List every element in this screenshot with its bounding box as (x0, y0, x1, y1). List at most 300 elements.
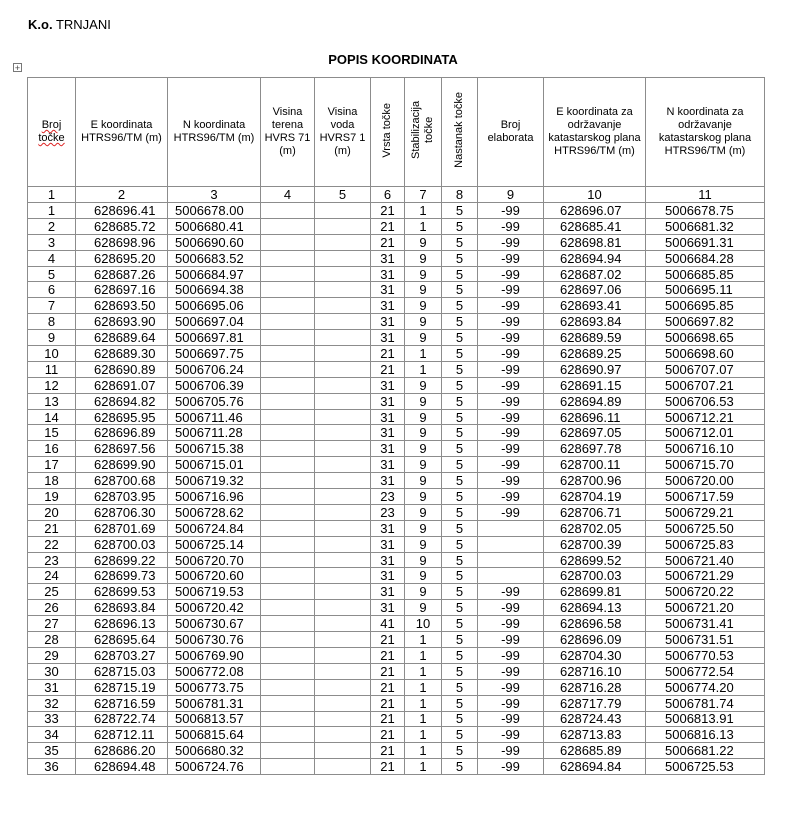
column-number: 8 (442, 187, 478, 203)
table-cell: 31 (371, 584, 405, 600)
table-cell (261, 695, 315, 711)
table-cell: 21 (371, 743, 405, 759)
table-cell: 5006705.76 (168, 393, 261, 409)
table-cell: 628724.43 (544, 711, 646, 727)
table-cell: 9 (405, 234, 442, 250)
table-cell: 5006698.65 (646, 330, 765, 346)
table-cell: 5006712.21 (646, 409, 765, 425)
table-cell: 628706.30 (76, 504, 168, 520)
table-cell: 5 (442, 218, 478, 234)
table-cell: 628694.13 (544, 600, 646, 616)
table-cell: 5 (442, 457, 478, 473)
table-cell (315, 695, 371, 711)
table-cell (261, 504, 315, 520)
table-cell: 16 (28, 441, 76, 457)
table-cell (261, 393, 315, 409)
table-cell: 23 (28, 552, 76, 568)
table-cell: 628697.05 (544, 425, 646, 441)
table-cell (315, 218, 371, 234)
table-cell: 628694.82 (76, 393, 168, 409)
table-cell: 628694.84 (544, 759, 646, 775)
table-cell: 1 (405, 647, 442, 663)
table-cell (315, 473, 371, 489)
table-cell: 21 (371, 759, 405, 775)
table-cell: -99 (478, 584, 544, 600)
table-cell (261, 520, 315, 536)
table-cell: 5 (442, 600, 478, 616)
table-cell: -99 (478, 393, 544, 409)
table-cell: 9 (405, 600, 442, 616)
table-cell: 1 (405, 695, 442, 711)
table-cell: 9 (405, 250, 442, 266)
col-point-type: Vrsta točke (371, 78, 405, 187)
table-cell: 628685.41 (544, 218, 646, 234)
table-cell: 9 (405, 314, 442, 330)
table-row (28, 616, 765, 632)
table-cell: 628696.07 (544, 203, 646, 219)
table-cell: 5006695.11 (646, 282, 765, 298)
header-row (28, 78, 765, 187)
table-cell: 628698.96 (76, 234, 168, 250)
table-cell: 5 (442, 393, 478, 409)
table-cell: -99 (478, 632, 544, 648)
table-cell: 2 (28, 218, 76, 234)
table-cell: 5006711.46 (168, 409, 261, 425)
col-terrain-height: Visina terena HVRS 71 (m) (261, 78, 315, 187)
coordinates-table (27, 77, 765, 775)
table-cell: 32 (28, 695, 76, 711)
table-cell: 628687.02 (544, 266, 646, 282)
table-cell: 5 (442, 695, 478, 711)
table-cell (315, 457, 371, 473)
table-cell (315, 282, 371, 298)
table-cell: -99 (478, 425, 544, 441)
table-cell: -99 (478, 727, 544, 743)
table-cell: 5006813.91 (646, 711, 765, 727)
table-cell: 5006720.60 (168, 568, 261, 584)
table-cell: 21 (371, 234, 405, 250)
table-cell: -99 (478, 616, 544, 632)
table-cell: -99 (478, 282, 544, 298)
table-cell: 26 (28, 600, 76, 616)
table-row (28, 711, 765, 727)
table-cell: 21 (371, 679, 405, 695)
table-cell: 10 (405, 616, 442, 632)
table-cell: 5 (442, 647, 478, 663)
table-cell (261, 457, 315, 473)
table-cell: 5006711.28 (168, 425, 261, 441)
table-cell: 31 (371, 441, 405, 457)
col-e-maintenance: E koordinata za održavanje katastarskog plana HTRS96/TM (m) (544, 78, 646, 187)
table-cell: 5006729.21 (646, 504, 765, 520)
table-cell: 628693.50 (76, 298, 168, 314)
table-cell: 31 (371, 425, 405, 441)
table-cell: 5 (442, 330, 478, 346)
table-cell (315, 663, 371, 679)
table-cell: 5 (442, 568, 478, 584)
table-cell: 5006715.38 (168, 441, 261, 457)
table-cell: 628697.06 (544, 282, 646, 298)
table-cell (261, 298, 315, 314)
table-cell: 628722.74 (76, 711, 168, 727)
table-cell: 5006730.76 (168, 632, 261, 648)
table-cell: 628704.19 (544, 489, 646, 505)
table-cell: 5006680.32 (168, 743, 261, 759)
table-cell (261, 552, 315, 568)
col-n-maintenance: N koordinata za održavanje katastarskog plana HTRS96/TM (m) (646, 78, 765, 187)
table-cell: 628715.03 (76, 663, 168, 679)
table-row (28, 266, 765, 282)
column-number: 6 (371, 187, 405, 203)
table-cell (315, 409, 371, 425)
table-cell: 5 (442, 441, 478, 457)
table-cell: 5006695.85 (646, 298, 765, 314)
table-cell: 5006720.42 (168, 600, 261, 616)
table-cell: 628694.48 (76, 759, 168, 775)
table-cell: 31 (371, 393, 405, 409)
table-cell: 9 (405, 568, 442, 584)
table-row (28, 425, 765, 441)
table-cell: 628715.19 (76, 679, 168, 695)
table-cell: -99 (478, 218, 544, 234)
column-number-row (28, 187, 765, 203)
table-cell: 23 (371, 504, 405, 520)
table-cell: 22 (28, 536, 76, 552)
cadastral-municipality (28, 17, 111, 32)
table-cell: 1 (405, 663, 442, 679)
table-cell: 30 (28, 663, 76, 679)
page-title: POPIS KOORDINATA (328, 52, 458, 67)
table-row (28, 489, 765, 505)
table-cell: 5006725.14 (168, 536, 261, 552)
table-cell (261, 377, 315, 393)
table-cell: 5006707.21 (646, 377, 765, 393)
table-cell (315, 234, 371, 250)
table-cell: 21 (371, 218, 405, 234)
table-cell: 628695.20 (76, 250, 168, 266)
table-cell: 9 (405, 330, 442, 346)
table-cell: 21 (371, 711, 405, 727)
table-cell (478, 552, 544, 568)
table-cell (315, 266, 371, 282)
table-cell (315, 711, 371, 727)
table-cell: 628690.97 (544, 361, 646, 377)
table-cell: 5006772.08 (168, 663, 261, 679)
table-cell: 628706.71 (544, 504, 646, 520)
column-number: 9 (478, 187, 544, 203)
table-cell: -99 (478, 663, 544, 679)
table-cell (315, 504, 371, 520)
column-number: 2 (76, 187, 168, 203)
col-pipe-height: Visina voda HVRS7 1 (m) (315, 78, 371, 187)
table-cell (261, 632, 315, 648)
table-row (28, 568, 765, 584)
table-cell: 628696.13 (76, 616, 168, 632)
table-cell (261, 679, 315, 695)
table-row (28, 647, 765, 663)
table-body (28, 203, 765, 775)
table-cell (315, 536, 371, 552)
table-row (28, 759, 765, 775)
table-cell: 33 (28, 711, 76, 727)
table-cell: 628701.69 (76, 520, 168, 536)
table-cell: 21 (371, 632, 405, 648)
table-cell: 5 (442, 266, 478, 282)
table-cell: 628713.83 (544, 727, 646, 743)
table-cell (261, 759, 315, 775)
col-origin: Nastanak točke (442, 78, 478, 187)
table-cell (315, 361, 371, 377)
table-cell: 5 (442, 346, 478, 362)
table-cell: 5006678.00 (168, 203, 261, 219)
table-cell: 5 (442, 234, 478, 250)
table-cell (261, 346, 315, 362)
table-cell: 5 (442, 552, 478, 568)
table-cell: 29 (28, 647, 76, 663)
table-cell: 18 (28, 473, 76, 489)
table-cell: 31 (371, 266, 405, 282)
table-cell (315, 425, 371, 441)
table-cell: 5006774.20 (646, 679, 765, 695)
table-cell (261, 218, 315, 234)
table-cell: 5006781.31 (168, 695, 261, 711)
table-cell: 21 (371, 663, 405, 679)
table-cell: 9 (405, 298, 442, 314)
table-row (28, 473, 765, 489)
table-cell: 628696.58 (544, 616, 646, 632)
table-row (28, 743, 765, 759)
table-cell: -99 (478, 234, 544, 250)
table-cell: 9 (405, 441, 442, 457)
table-cell: 5006697.75 (168, 346, 261, 362)
table-row (28, 330, 765, 346)
table-cell: 9 (405, 489, 442, 505)
table-cell: 1 (405, 361, 442, 377)
table-cell: 9 (28, 330, 76, 346)
table-cell: 31 (371, 298, 405, 314)
table-cell: 628703.95 (76, 489, 168, 505)
table-cell: -99 (478, 504, 544, 520)
table-cell (261, 489, 315, 505)
table-cell (261, 743, 315, 759)
table-cell: 5006678.75 (646, 203, 765, 219)
table-cell: 628700.96 (544, 473, 646, 489)
table-cell: 5006685.85 (646, 266, 765, 282)
table-cell: 5 (442, 314, 478, 330)
table-cell: 5006684.28 (646, 250, 765, 266)
table-cell: 24 (28, 568, 76, 584)
table-cell: 5006716.96 (168, 489, 261, 505)
table-row (28, 250, 765, 266)
table-cell: 628704.30 (544, 647, 646, 663)
table-cell: 5006717.59 (646, 489, 765, 505)
col-point-number: Broj točke (28, 78, 76, 187)
table-cell: -99 (478, 250, 544, 266)
table-move-handle-icon[interactable]: + (14, 63, 21, 73)
table-cell: 628699.81 (544, 584, 646, 600)
table-cell (315, 330, 371, 346)
table-cell (315, 759, 371, 775)
table-cell: 9 (405, 457, 442, 473)
table-cell: 8 (28, 314, 76, 330)
table-cell: 3 (28, 234, 76, 250)
table-row (28, 361, 765, 377)
table-cell: 31 (371, 457, 405, 473)
table-cell (315, 346, 371, 362)
table-cell: 5006697.04 (168, 314, 261, 330)
table-cell: 5006721.29 (646, 568, 765, 584)
table-cell (261, 203, 315, 219)
column-number: 11 (646, 187, 765, 203)
table-cell: 5006725.53 (646, 759, 765, 775)
table-cell: 31 (371, 282, 405, 298)
table-cell: 21 (371, 647, 405, 663)
column-number: 5 (315, 187, 371, 203)
table-row (28, 679, 765, 695)
table-cell: 35 (28, 743, 76, 759)
table-cell: 5006728.62 (168, 504, 261, 520)
table-cell: 628703.27 (76, 647, 168, 663)
table-cell: 9 (405, 393, 442, 409)
table-cell: 31 (371, 314, 405, 330)
table-cell (315, 520, 371, 536)
table-cell (315, 489, 371, 505)
table-cell: 1 (405, 203, 442, 219)
table-cell: 5006720.00 (646, 473, 765, 489)
table-cell: 31 (371, 536, 405, 552)
table-cell (261, 282, 315, 298)
table-cell: 31 (371, 330, 405, 346)
table-cell: 5006769.90 (168, 647, 261, 663)
table-cell: 628690.89 (76, 361, 168, 377)
table-cell: 628697.78 (544, 441, 646, 457)
table-row (28, 218, 765, 234)
table-cell: 628698.81 (544, 234, 646, 250)
table-cell: 9 (405, 377, 442, 393)
table-cell: 628689.25 (544, 346, 646, 362)
table-cell: 628716.10 (544, 663, 646, 679)
table-row (28, 409, 765, 425)
table-cell: 20 (28, 504, 76, 520)
table-cell: 628700.03 (76, 536, 168, 552)
table-cell: 9 (405, 425, 442, 441)
table-row (28, 346, 765, 362)
table-cell: 628699.22 (76, 552, 168, 568)
table-cell: 31 (371, 552, 405, 568)
table-cell: 14 (28, 409, 76, 425)
table-cell: 628691.15 (544, 377, 646, 393)
table-cell: 1 (405, 632, 442, 648)
table-cell: 628697.56 (76, 441, 168, 457)
table-cell: 628685.72 (76, 218, 168, 234)
table-cell: 11 (28, 361, 76, 377)
table-cell: 628693.90 (76, 314, 168, 330)
table-cell: 5006680.41 (168, 218, 261, 234)
table-cell: 25 (28, 584, 76, 600)
table-cell: 21 (371, 203, 405, 219)
table-cell: 9 (405, 282, 442, 298)
column-number: 3 (168, 187, 261, 203)
table-cell: 5006720.22 (646, 584, 765, 600)
table-cell (261, 536, 315, 552)
table-row (28, 393, 765, 409)
table-cell (261, 314, 315, 330)
table-row (28, 441, 765, 457)
table-cell: 5 (442, 409, 478, 425)
table-cell: 5 (442, 473, 478, 489)
table-cell (315, 393, 371, 409)
table-cell: 4 (28, 250, 76, 266)
table-cell: 21 (371, 361, 405, 377)
table-cell (315, 298, 371, 314)
table-cell: 5006716.10 (646, 441, 765, 457)
table-cell: 5 (442, 536, 478, 552)
table-cell: 5006706.39 (168, 377, 261, 393)
table-cell: 6 (28, 282, 76, 298)
table-row (28, 203, 765, 219)
table-cell (478, 568, 544, 584)
table-cell: 31 (371, 520, 405, 536)
table-cell: 5006706.24 (168, 361, 261, 377)
table-cell (261, 425, 315, 441)
table-cell: -99 (478, 743, 544, 759)
table-cell: 5006691.31 (646, 234, 765, 250)
table-cell (315, 600, 371, 616)
table-cell: 9 (405, 520, 442, 536)
table-cell (478, 536, 544, 552)
table-cell: 1 (405, 743, 442, 759)
table-cell: 628685.89 (544, 743, 646, 759)
table-cell: 628696.11 (544, 409, 646, 425)
table-cell: 5006721.40 (646, 552, 765, 568)
table-cell (315, 647, 371, 663)
table-row (28, 520, 765, 536)
table-cell: 5 (442, 361, 478, 377)
table-cell: 5006719.53 (168, 584, 261, 600)
table-cell: 5006707.07 (646, 361, 765, 377)
table-cell: 1 (405, 679, 442, 695)
table-cell: 5 (442, 632, 478, 648)
col-elaborate-number: Broj elaborata (478, 78, 544, 187)
table-cell: 628699.52 (544, 552, 646, 568)
table-cell (261, 441, 315, 457)
table-cell: 31 (371, 377, 405, 393)
table-cell: 31 (371, 568, 405, 584)
table-cell: 5006697.81 (168, 330, 261, 346)
table-cell: 9 (405, 504, 442, 520)
table-cell: 628702.05 (544, 520, 646, 536)
table-cell: 5006770.53 (646, 647, 765, 663)
ko-name: TRNJANI (55, 17, 111, 32)
table-cell: 5006715.01 (168, 457, 261, 473)
table-cell (261, 727, 315, 743)
table-cell: 5006684.97 (168, 266, 261, 282)
table-cell: 628699.90 (76, 457, 168, 473)
table-cell: -99 (478, 314, 544, 330)
table-cell: 628696.09 (544, 632, 646, 648)
table-cell: -99 (478, 298, 544, 314)
table-cell: -99 (478, 759, 544, 775)
table-cell: 628689.64 (76, 330, 168, 346)
table-cell: 628693.84 (76, 600, 168, 616)
table-cell: 17 (28, 457, 76, 473)
table-cell: 19 (28, 489, 76, 505)
column-number: 10 (544, 187, 646, 203)
table-cell: 628691.07 (76, 377, 168, 393)
table-cell: 27 (28, 616, 76, 632)
table-cell: 5 (442, 679, 478, 695)
table-cell: 15 (28, 425, 76, 441)
